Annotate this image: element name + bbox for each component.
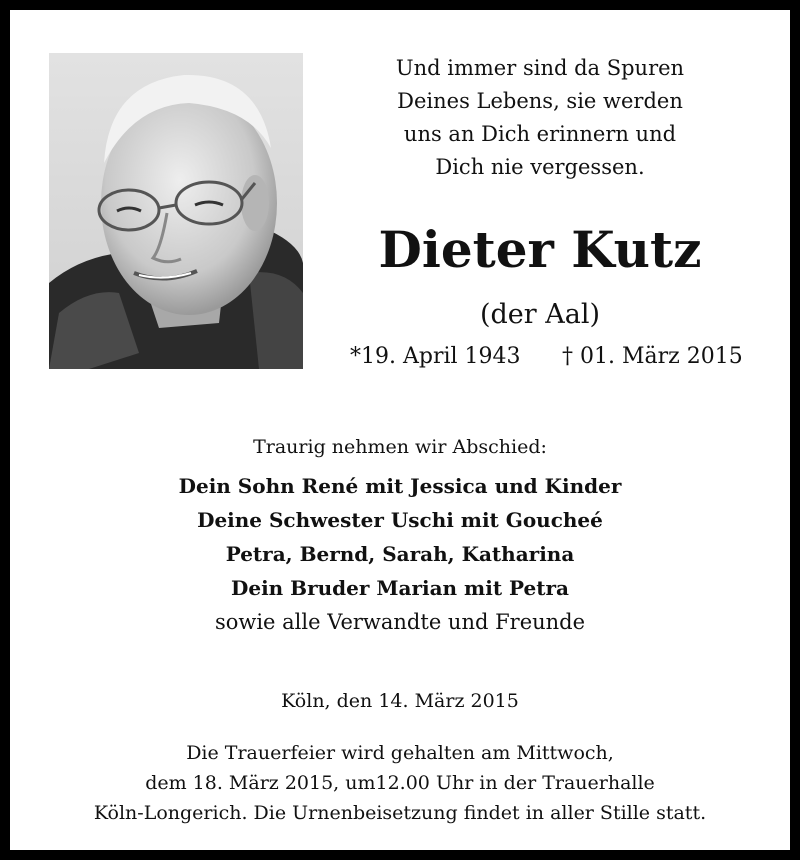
portrait-image: [49, 53, 303, 369]
birth-date: *19. April 1943: [350, 344, 521, 369]
poem: [350, 52, 730, 184]
mourners-intro: Traurig nehmen wir Abschied:: [253, 436, 547, 458]
mourner-line: Deine Schwester Uschi mit Goucheé: [197, 508, 603, 532]
mourners-others: sowie alle Verwandte und Freunde: [214, 610, 586, 634]
poem-line: Dich nie vergessen.: [435, 155, 645, 179]
ceremony-line: dem 18. März 2015, um12.00 Uhr in der Trauerhalle: [145, 772, 655, 794]
ceremony-line: Köln-Longerich. Die Urnenbeisetzung findet in aller Stille statt.: [93, 802, 707, 824]
poem-line: Deines Lebens, sie werden: [397, 89, 683, 113]
mourner-line: Dein Sohn René mit Jessica und Kinder: [178, 474, 622, 498]
deceased-nickname: (der Aal): [479, 299, 601, 330]
poem-line: uns an Dich erinnern und: [403, 122, 677, 146]
portrait-photo: [49, 53, 303, 369]
death-date: † 01. März 2015: [562, 344, 743, 369]
mourner-line: Petra, Bernd, Sarah, Katharina: [225, 542, 575, 566]
mourner-line: Dein Bruder Marian mit Petra: [231, 576, 569, 600]
place-and-date: Köln, den 14. März 2015: [281, 690, 519, 712]
mourners-block: [60, 432, 740, 639]
deceased-name: Dieter Kutz: [378, 220, 702, 279]
ceremony-info: [30, 738, 770, 828]
ceremony-line: Die Trauerfeier wird gehalten am Mittwoch,: [186, 742, 614, 764]
poem-line: Und immer sind da Spuren: [395, 56, 685, 80]
